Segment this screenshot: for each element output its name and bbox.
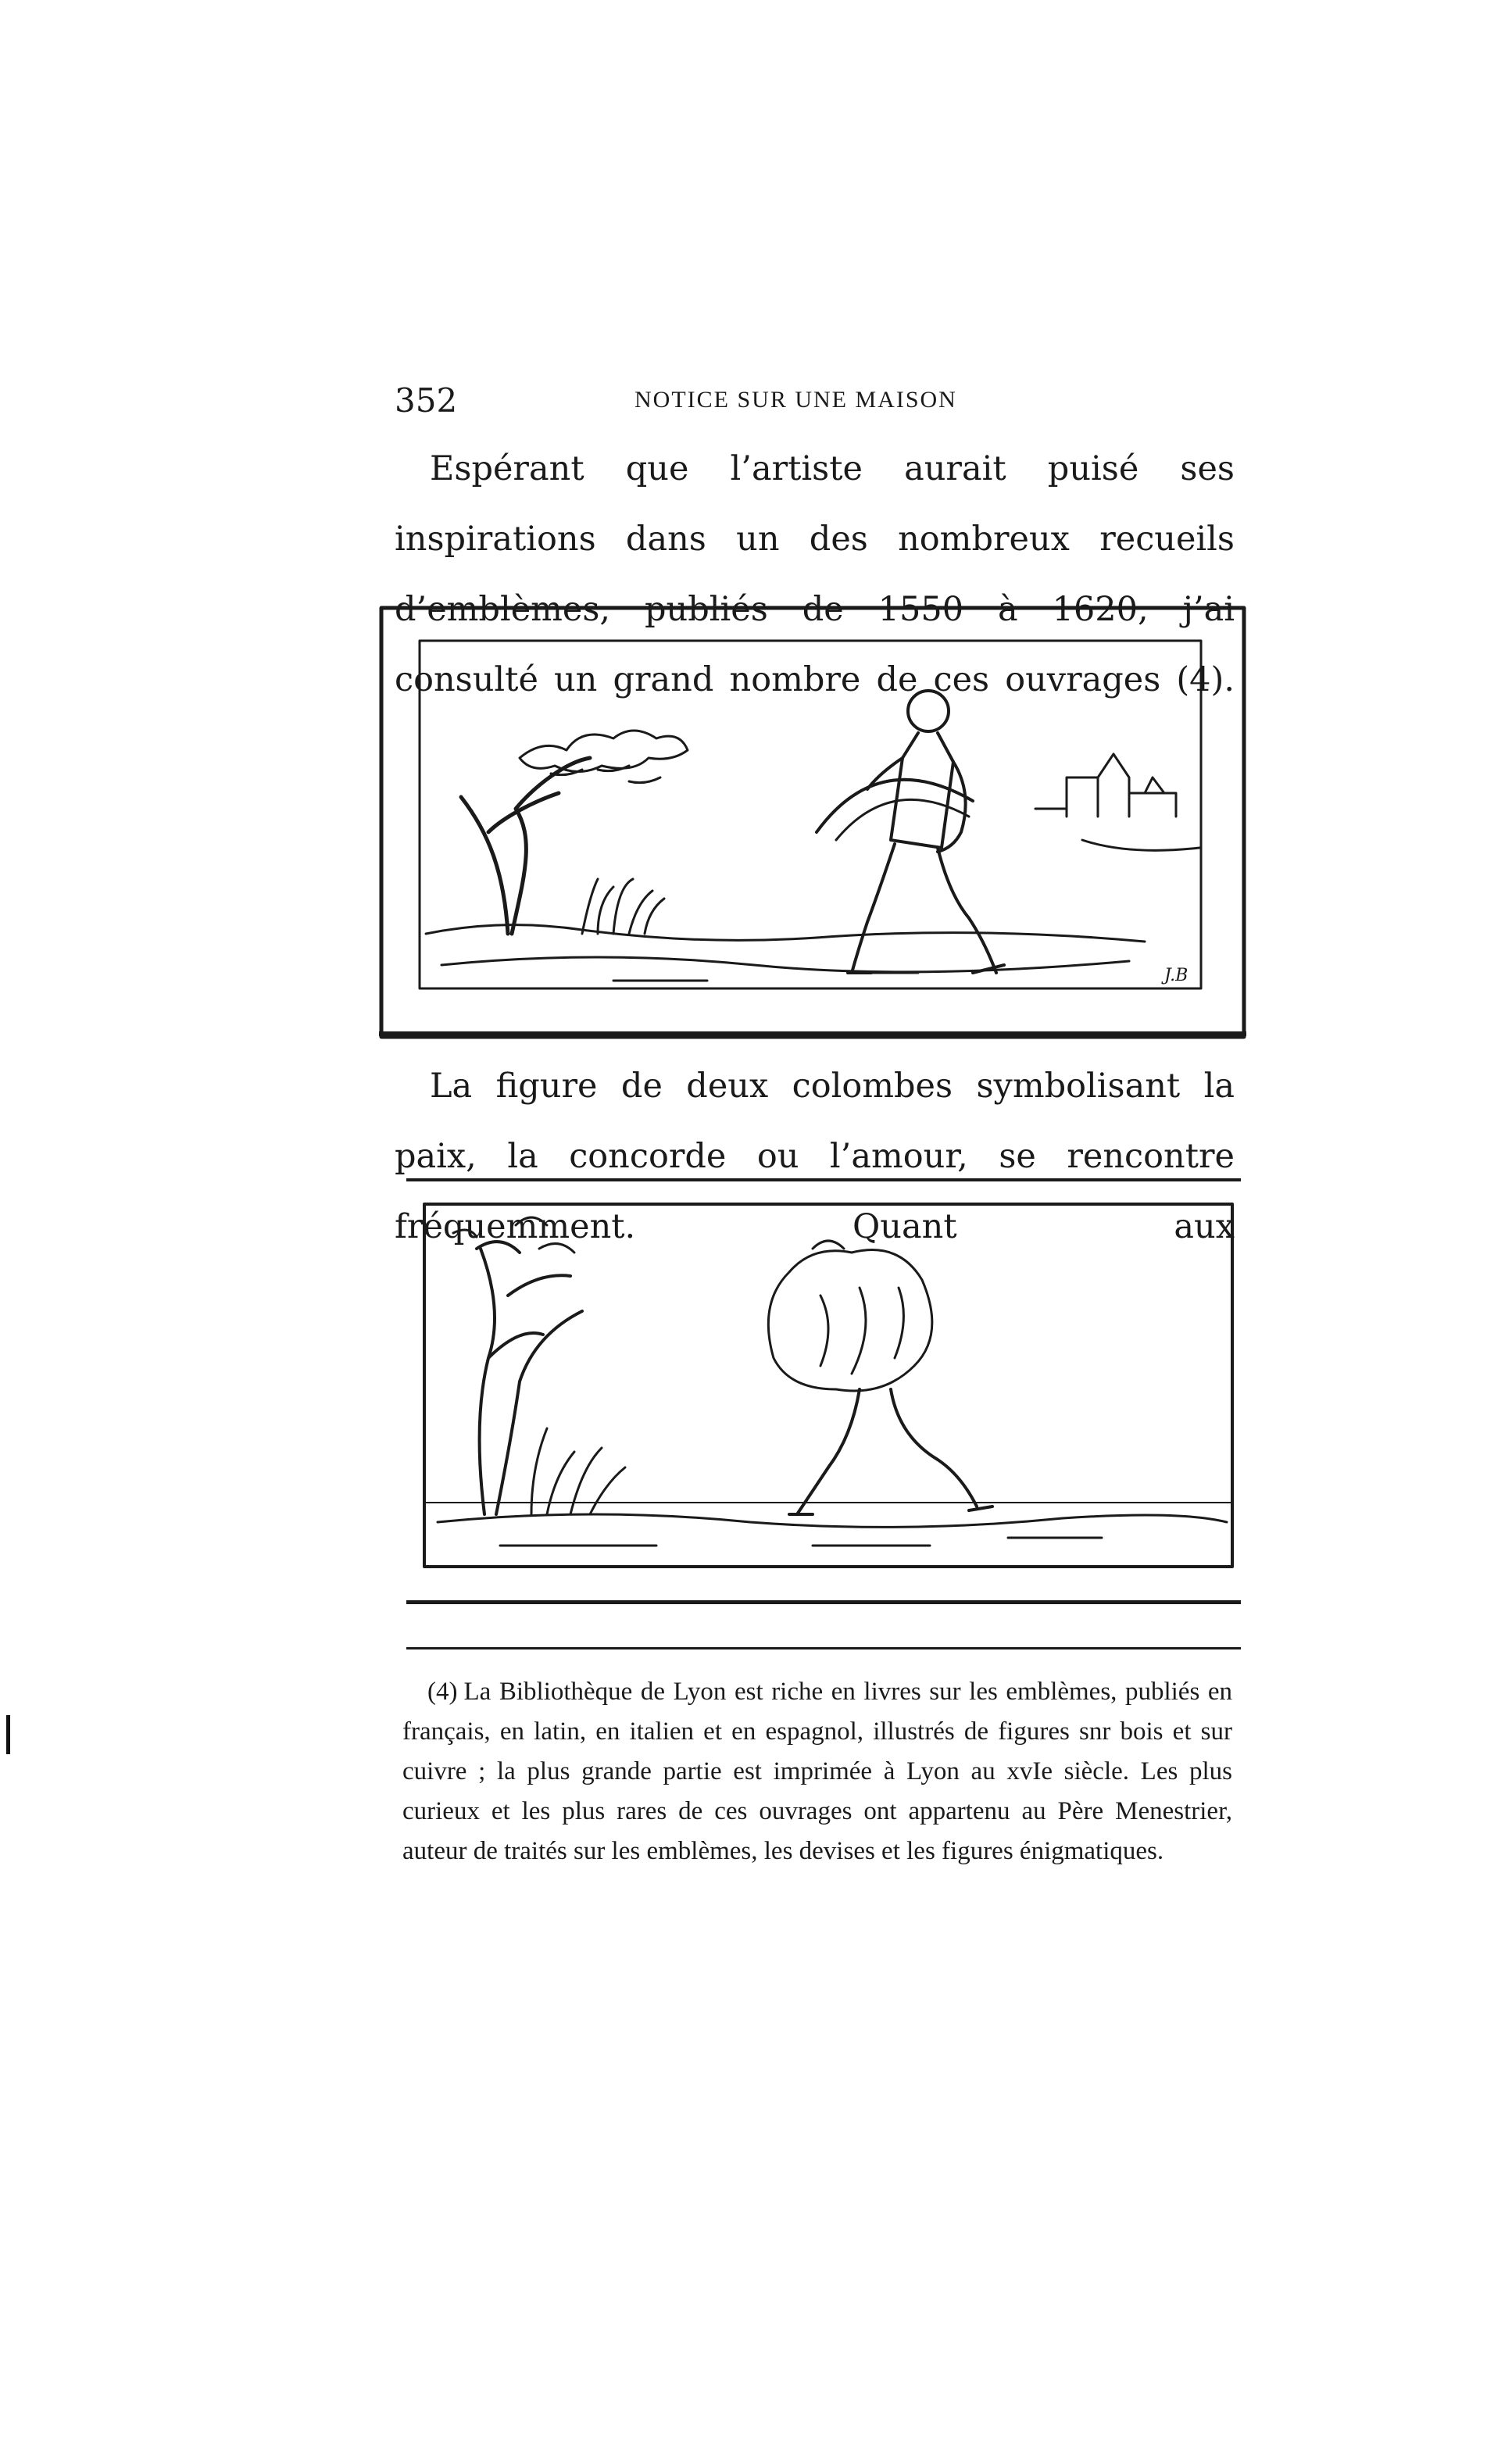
rule-below-plate-2 [406, 1600, 1241, 1604]
margin-mark [6, 1715, 10, 1754]
rule-above-plate-2 [406, 1178, 1241, 1181]
page-number: 352 [395, 381, 458, 420]
plate-1-signature: J.B [1164, 966, 1189, 985]
footnote-separator [406, 1647, 1241, 1649]
running-title: NOTICE SUR UNE MAISON [634, 387, 957, 413]
engraving-figure-with-bundle [422, 1202, 1235, 1569]
footnote-marker: (4) [427, 1678, 458, 1706]
engraving-reaper [379, 606, 1246, 1039]
paragraph-1: Espérant que l’artiste aurait puisé ses inspirations dans un des nombreux recueils d’emblèmes, publiés de 1550 à 1620, j’ai consulté un grand nombre de ces ouvrages (4). [395, 449, 1235, 699]
footnote [402, 1672, 1232, 1871]
footnote-text: La Bibliothèque de Lyon est riche en livres sur les emblèmes, publiés en français, en latin, en italien et en espagnol, illustrés de figures snr bois et sur cuivre ; la plus grande partie est imprimée à Lyon au xvIe siècle. Les plus curieux et les plus rares de ces ouvrages ont appartenu au Père Menestrier, auteur de traités sur les emblèmes, les devises et les figures énigmatiques. [402, 1678, 1232, 1865]
paragraph-2: La figure de deux colombes symbolisant la paix, la concorde ou l’amour, se rencontre fréquemment. Quant aux [395, 1067, 1235, 1246]
